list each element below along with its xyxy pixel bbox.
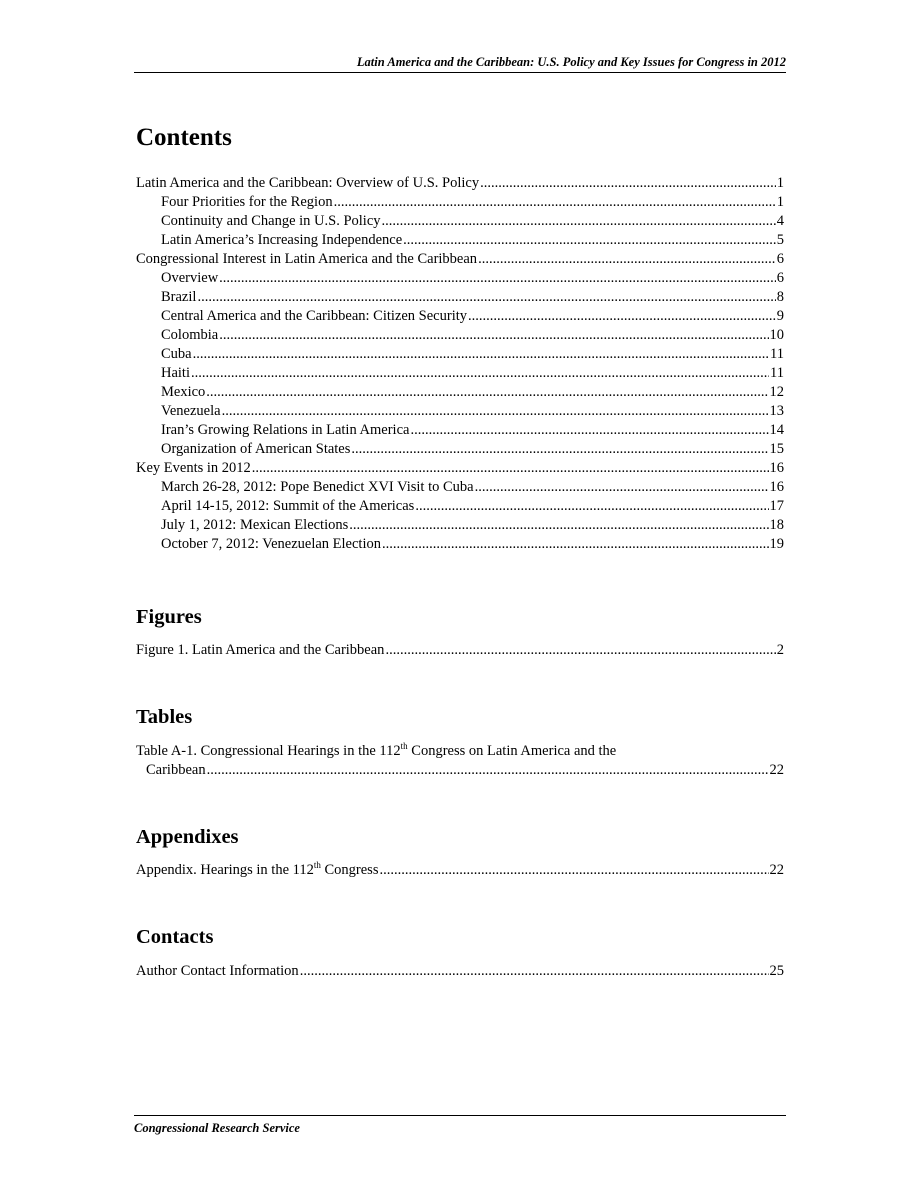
toc-entry-title: Cuba bbox=[161, 345, 192, 362]
dot-leader bbox=[403, 231, 776, 250]
toc-entry-title: Central America and the Caribbean: Citizen Security bbox=[161, 307, 468, 324]
toc-entry-table-a1[interactable] bbox=[136, 742, 784, 780]
dot-leader bbox=[415, 497, 768, 516]
toc-entry-title: October 7, 2012: Venezuelan Election bbox=[161, 535, 381, 552]
tables-list bbox=[136, 742, 784, 780]
dot-leader bbox=[334, 193, 776, 212]
toc-entry-title: Haiti bbox=[161, 364, 190, 381]
toc-entry-brazil[interactable] bbox=[136, 288, 784, 307]
toc-entry-title: Latin America and the Caribbean: Overview of U.S. Policy bbox=[136, 174, 480, 191]
appendixes-heading: Appendixes bbox=[136, 825, 239, 848]
contents-heading: Contents bbox=[136, 124, 232, 151]
toc-entry-venezuela[interactable] bbox=[136, 402, 784, 421]
figures-heading: Figures bbox=[136, 605, 202, 628]
tables-heading: Tables bbox=[136, 706, 193, 729]
toc-entry-superscript: th bbox=[400, 740, 408, 751]
dot-leader bbox=[222, 402, 769, 421]
toc-entry-colombia[interactable] bbox=[136, 326, 784, 345]
toc-entry-venezuelan-election[interactable] bbox=[136, 535, 784, 554]
contacts-heading: Contacts bbox=[136, 926, 214, 949]
dot-leader bbox=[193, 345, 769, 364]
toc-entry-title-part: Appendix. Hearings in the 112 bbox=[136, 862, 314, 879]
toc-entry-superscript: th bbox=[313, 860, 321, 871]
toc-entry-page: 22 bbox=[769, 761, 784, 778]
toc-entry-page: 12 bbox=[769, 383, 784, 400]
toc-entry-page: 18 bbox=[769, 516, 784, 533]
appendixes-list bbox=[136, 861, 784, 880]
dot-leader bbox=[351, 440, 768, 459]
toc-entry-page: 6 bbox=[776, 250, 784, 267]
running-footer: Congressional Research Service bbox=[134, 1115, 786, 1136]
table-of-contents bbox=[136, 124, 784, 981]
toc-entry-title: Congressional Interest in Latin America and the Caribbean bbox=[136, 250, 478, 267]
dot-leader bbox=[385, 641, 775, 660]
toc-entry-page: 1 bbox=[776, 174, 784, 191]
toc-entry-haiti[interactable] bbox=[136, 364, 784, 383]
toc-entry-page: 9 bbox=[776, 307, 784, 324]
toc-entry-summit-americas[interactable] bbox=[136, 497, 784, 516]
dot-leader bbox=[191, 364, 769, 383]
toc-entry-title: April 14-15, 2012: Summit of the Americas bbox=[161, 497, 415, 514]
toc-entry-page: 22 bbox=[769, 862, 784, 879]
toc-entry-figure-1[interactable] bbox=[136, 641, 784, 660]
toc-entry-page: 2 bbox=[776, 642, 784, 659]
toc-entry-title: Overview bbox=[161, 269, 219, 286]
toc-entry-page: 8 bbox=[776, 288, 784, 305]
toc-entry-title: Venezuela bbox=[161, 402, 221, 419]
toc-entry-page: 5 bbox=[776, 231, 784, 248]
toc-entry-title-part: Caribbean bbox=[146, 761, 206, 778]
toc-entry-page: 17 bbox=[769, 497, 784, 514]
toc-entry-page: 15 bbox=[769, 440, 784, 457]
toc-entry-congressional-interest[interactable] bbox=[136, 250, 784, 269]
dot-leader bbox=[252, 459, 769, 478]
dot-leader bbox=[219, 269, 776, 288]
toc-entry-title: March 26-28, 2012: Pope Benedict XVI Visit to Cuba bbox=[161, 478, 474, 495]
toc-entry-title-line2 bbox=[136, 761, 784, 780]
dot-leader bbox=[480, 174, 776, 193]
toc-entry-page: 16 bbox=[769, 478, 784, 495]
toc-entry-author-contact[interactable] bbox=[136, 962, 784, 981]
dot-leader bbox=[206, 383, 768, 402]
figures-list bbox=[136, 641, 784, 660]
toc-entry-increasing-independence[interactable] bbox=[136, 231, 784, 250]
dot-leader bbox=[468, 307, 776, 326]
dot-leader bbox=[478, 250, 776, 269]
toc-entry-title: Key Events in 2012 bbox=[136, 459, 251, 476]
toc-entry-pope-visit[interactable] bbox=[136, 478, 784, 497]
toc-entry-title: Iran’s Growing Relations in Latin America bbox=[161, 421, 410, 438]
dot-leader bbox=[410, 421, 768, 440]
toc-entry-oas[interactable] bbox=[136, 440, 784, 459]
toc-entry-title: Organization of American States bbox=[161, 440, 351, 457]
toc-entry-citizen-security[interactable] bbox=[136, 307, 784, 326]
toc-entry-title-part: Table A-1. Congressional Hearings in the 112 bbox=[136, 742, 401, 759]
toc-entry-title: Latin America’s Increasing Independence bbox=[161, 231, 403, 248]
toc-entry-page: 6 bbox=[776, 269, 784, 286]
dot-leader bbox=[219, 326, 768, 345]
toc-entry-page: 11 bbox=[770, 345, 784, 362]
toc-entry-mexico[interactable] bbox=[136, 383, 784, 402]
toc-entry-appendix[interactable] bbox=[136, 861, 784, 880]
toc-entry-title-part: Congress bbox=[320, 862, 379, 879]
toc-entry-title-part: Congress on Latin America and the bbox=[407, 742, 617, 759]
dot-leader bbox=[300, 962, 769, 981]
dot-leader bbox=[382, 535, 769, 554]
toc-entry-cuba[interactable] bbox=[136, 345, 784, 364]
toc-entry-page: 13 bbox=[769, 402, 784, 419]
toc-entry-overview-us-policy[interactable] bbox=[136, 174, 784, 193]
dot-leader bbox=[207, 761, 769, 780]
toc-entry-mexican-elections[interactable] bbox=[136, 516, 784, 535]
dot-leader bbox=[379, 861, 768, 880]
dot-leader bbox=[382, 212, 776, 231]
dot-leader bbox=[197, 288, 775, 307]
toc-entry-iran-relations[interactable] bbox=[136, 421, 784, 440]
toc-entry-title bbox=[136, 861, 378, 880]
toc-entry-page: 4 bbox=[776, 212, 784, 229]
toc-entry-four-priorities[interactable] bbox=[136, 193, 784, 212]
toc-entry-page: 16 bbox=[769, 459, 784, 476]
toc-entry-title: Mexico bbox=[161, 383, 206, 400]
running-header: Latin America and the Caribbean: U.S. Policy and Key Issues for Congress in 2012 bbox=[134, 55, 786, 73]
toc-entry-page: 19 bbox=[769, 535, 784, 552]
dot-leader bbox=[349, 516, 768, 535]
toc-entry-page: 25 bbox=[769, 962, 784, 979]
toc-entry-page: 10 bbox=[769, 326, 784, 343]
toc-entry-page: 1 bbox=[776, 193, 784, 210]
toc-entry-title: Four Priorities for the Region bbox=[161, 193, 333, 210]
dot-leader bbox=[475, 478, 769, 497]
toc-entry-title: Author Contact Information bbox=[136, 962, 299, 979]
contents-list bbox=[136, 174, 784, 554]
toc-entry-title: Continuity and Change in U.S. Policy bbox=[161, 212, 381, 229]
toc-entry-title: July 1, 2012: Mexican Elections bbox=[161, 516, 349, 533]
toc-entry-overview[interactable] bbox=[136, 269, 784, 288]
toc-entry-key-events[interactable] bbox=[136, 459, 784, 478]
toc-entry-title-line1 bbox=[136, 742, 784, 761]
toc-entry-title: Brazil bbox=[161, 288, 197, 305]
toc-entry-page: 11 bbox=[770, 364, 784, 381]
toc-entry-continuity-change[interactable] bbox=[136, 212, 784, 231]
contacts-list bbox=[136, 962, 784, 981]
toc-entry-title: Colombia bbox=[161, 326, 219, 343]
toc-entry-page: 14 bbox=[769, 421, 784, 438]
toc-entry-title: Figure 1. Latin America and the Caribbean bbox=[136, 642, 385, 659]
